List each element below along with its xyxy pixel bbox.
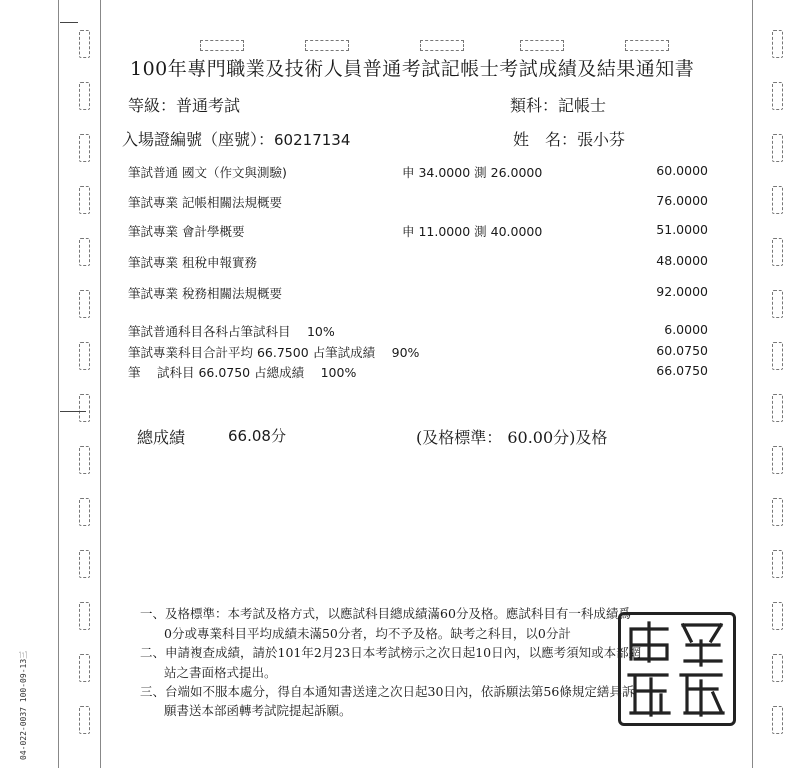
ticket-label: 入場證編號（座號）： <box>122 130 275 149</box>
tractor-hole <box>79 654 90 682</box>
tractor-hole <box>79 446 90 474</box>
tractor-hole <box>772 602 783 630</box>
pass-standard: (及格標準： 60.00分)及格 <box>416 428 608 447</box>
tractor-hole <box>79 342 90 370</box>
tractor-hole <box>772 446 783 474</box>
edge-tick <box>60 411 86 412</box>
note-line: 三、台端如不服本處分，得自本通知書送達之次日起30日內，依訴願法第56條規定繕具訴 <box>140 684 635 699</box>
tractor-hole <box>79 498 90 526</box>
tractor-hole <box>772 342 783 370</box>
note-line: 站之書面格式提出。 <box>164 665 277 680</box>
official-seal <box>618 612 736 726</box>
subject-label: 筆試專業 稅務相關法規概要 <box>128 286 282 301</box>
tractor-hole <box>79 550 90 578</box>
summary-label: 筆試專業科目合計平均 66.7500 占筆試成績 90% <box>128 345 420 360</box>
tractor-hole <box>79 186 90 214</box>
subject-label: 筆試專業 記帳相關法規概要 <box>128 195 282 210</box>
ticket-number <box>122 127 350 150</box>
seal-glyph-icon <box>621 615 733 723</box>
exam-category <box>510 93 606 116</box>
subject-score: 76.0000 <box>656 193 708 208</box>
subject-score: 51.0000 <box>656 222 708 237</box>
tractor-hole <box>772 706 783 734</box>
summary-score: 6.0000 <box>664 322 708 337</box>
left-inner-rule <box>100 0 101 768</box>
form-tab-box <box>520 40 564 51</box>
tractor-hole <box>772 82 783 110</box>
edge-tick <box>60 22 78 23</box>
subject-label: 筆試專業 會計學概要 <box>128 224 245 239</box>
tractor-hole <box>772 394 783 422</box>
tractor-hole <box>79 82 90 110</box>
note-line: 一、及格標準：本考試及格方式，以應試科目總成績滿60分及格。應試科目有一科成績爲 <box>140 606 631 621</box>
level-label: 等級： <box>128 96 177 115</box>
summary-label: 筆 試科目 66.0750 占總成績 100% <box>128 365 357 380</box>
tractor-hole <box>79 290 90 318</box>
subject-score: 48.0000 <box>656 253 708 268</box>
category-value: 記帳士 <box>558 96 607 115</box>
note-line: 0分或專業科目平均成績未滿50分者，均不予及格。缺考之科目，以0分計 <box>164 626 571 641</box>
document-title: 100年專門職業及技術人員普通考試記帳士考試成績及結果通知書 <box>130 58 695 80</box>
tractor-hole <box>79 394 90 422</box>
total-score-value: 66.08分 <box>228 427 286 445</box>
left-edge-rule <box>58 0 59 768</box>
tractor-hole <box>79 238 90 266</box>
category-label: 類科： <box>510 96 559 115</box>
total-score-label: 總成績 <box>137 428 186 447</box>
subject-score: 92.0000 <box>656 284 708 299</box>
name-label: 姓 名： <box>513 130 578 149</box>
tractor-hole <box>79 30 90 58</box>
exam-level <box>128 93 240 116</box>
subject-score: 60.0000 <box>656 163 708 178</box>
form-tab-box <box>420 40 464 51</box>
tractor-hole <box>772 290 783 318</box>
summary-score: 66.0750 <box>656 363 708 378</box>
form-print-code: 04-022-0037 100-09-13三 <box>19 650 28 760</box>
summary-label: 筆試普通科目各科占筆試科目 10% <box>128 324 335 339</box>
tractor-hole <box>79 134 90 162</box>
candidate-name <box>513 127 625 150</box>
form-tab-box <box>200 40 244 51</box>
tractor-hole <box>79 706 90 734</box>
form-tab-box <box>305 40 349 51</box>
tractor-hole <box>772 498 783 526</box>
name-value: 張小芬 <box>577 130 626 149</box>
note-line: 願書送本部函轉考試院提起訴願。 <box>164 703 352 718</box>
tractor-hole <box>79 602 90 630</box>
subject-detail: 申 11.0000 測 40.0000 <box>402 224 543 239</box>
tractor-hole <box>772 134 783 162</box>
subject-detail: 申 34.0000 測 26.0000 <box>402 165 543 180</box>
tractor-hole <box>772 654 783 682</box>
tractor-hole <box>772 186 783 214</box>
level-value: 普通考試 <box>176 96 241 115</box>
subject-label: 筆試普通 國文（作文與測驗) <box>128 165 287 180</box>
tractor-hole <box>772 550 783 578</box>
right-edge-rule <box>752 0 753 768</box>
tractor-hole <box>772 238 783 266</box>
ticket-value: 60217134 <box>274 131 351 149</box>
tractor-hole <box>772 30 783 58</box>
subject-label: 筆試專業 租稅申報實務 <box>128 255 257 270</box>
form-tab-box <box>625 40 669 51</box>
note-line: 二、申請複查成績，請於101年2月23日本考試榜示之次日起10日內，以應考須知或本部網 <box>140 645 642 660</box>
summary-score: 60.0750 <box>656 343 708 358</box>
